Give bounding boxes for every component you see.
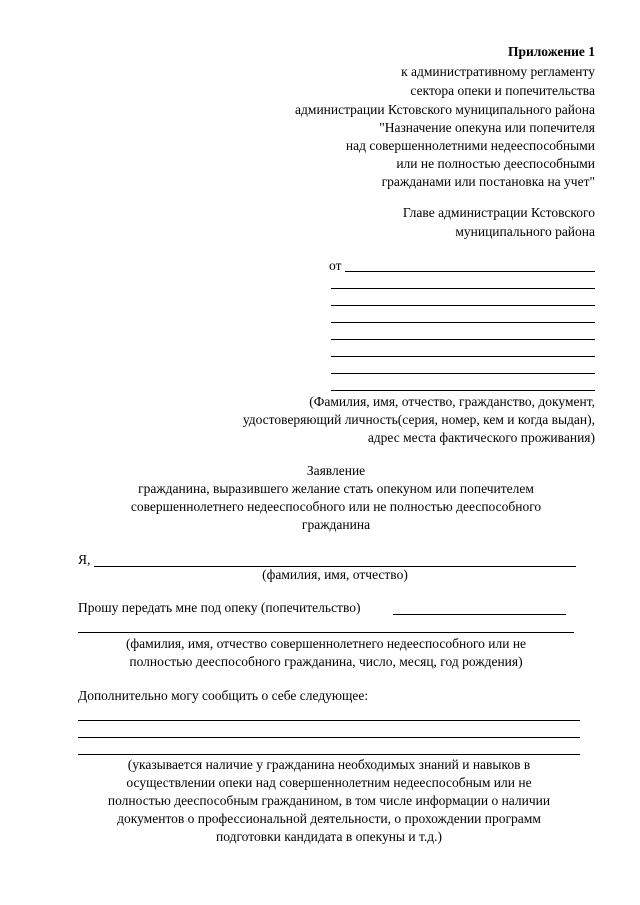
additional-caption: полностью дееспособным гражданином, в том числе информации о наличии [107, 793, 551, 808]
appendix-line: сектора опеки и попечительства [410, 83, 595, 98]
applicant-caption: (фамилия, имя, отчество) [262, 567, 408, 582]
from-line[interactable] [331, 322, 595, 323]
additional-caption: (указывается наличие у гражданина необходимых знаний и навыков в [127, 757, 531, 772]
from-label: от [329, 258, 342, 273]
from-line[interactable] [345, 271, 595, 272]
addressee-line: муниципального района [455, 224, 595, 239]
additional-line[interactable] [78, 737, 580, 738]
from-line[interactable] [331, 288, 595, 289]
statement-subtitle: совершеннолетнего недееспособного или не полностью дееспособного [130, 499, 542, 514]
appendix-title: Приложение 1 [507, 44, 595, 59]
applicant-label: Я, [78, 552, 91, 567]
appendix-line: к административному регламенту [401, 64, 595, 79]
from-line[interactable] [331, 373, 595, 374]
additional-label: Дополнительно могу сообщить о себе следующее: [78, 688, 369, 703]
additional-caption: документов о профессиональной деятельности, о прохождении программ [117, 811, 541, 826]
request-line[interactable] [393, 614, 566, 615]
statement-title: Заявление [306, 463, 366, 478]
from-caption: адрес места фактического проживания) [367, 430, 595, 445]
additional-line[interactable] [78, 720, 580, 721]
additional-line[interactable] [78, 754, 580, 755]
request-caption: полностью дееспособного гражданина, число, месяц, год рождения) [129, 654, 523, 669]
request-label: Прошу передать мне под опеку (попечительство) [78, 600, 361, 615]
from-line[interactable] [331, 356, 595, 357]
from-caption: удостоверяющий личность(серия, номер, кем и когда выдан), [242, 412, 595, 427]
statement-subtitle: гражданина [301, 517, 371, 532]
appendix-line: администрации Кстовского муниципального района [295, 102, 595, 117]
from-line[interactable] [331, 339, 595, 340]
statement-subtitle: гражданина, выразившего желание стать опекуном или попечителем [138, 481, 534, 496]
additional-caption: осуществлении опеки над совершеннолетним недееспособным или не [126, 775, 532, 790]
from-line[interactable] [331, 305, 595, 306]
from-caption: (Фамилия, имя, отчество, гражданство, документ, [309, 394, 595, 409]
additional-caption: подготовки кандидата в опекуны и т.д.) [216, 829, 442, 844]
appendix-line: над совершеннолетними недееспособными [345, 138, 595, 153]
request-line[interactable] [78, 632, 574, 633]
addressee-line: Главе администрации Кстовского [402, 205, 595, 220]
appendix-line: "Назначение опекуна или попечителя [379, 120, 595, 135]
appendix-line: гражданами или постановка на учет" [381, 174, 595, 189]
appendix-line: или не полностью дееспособными [396, 156, 595, 171]
request-caption: (фамилия, имя, отчество совершеннолетнего недееспособного или не [125, 636, 527, 651]
from-line[interactable] [331, 390, 595, 391]
